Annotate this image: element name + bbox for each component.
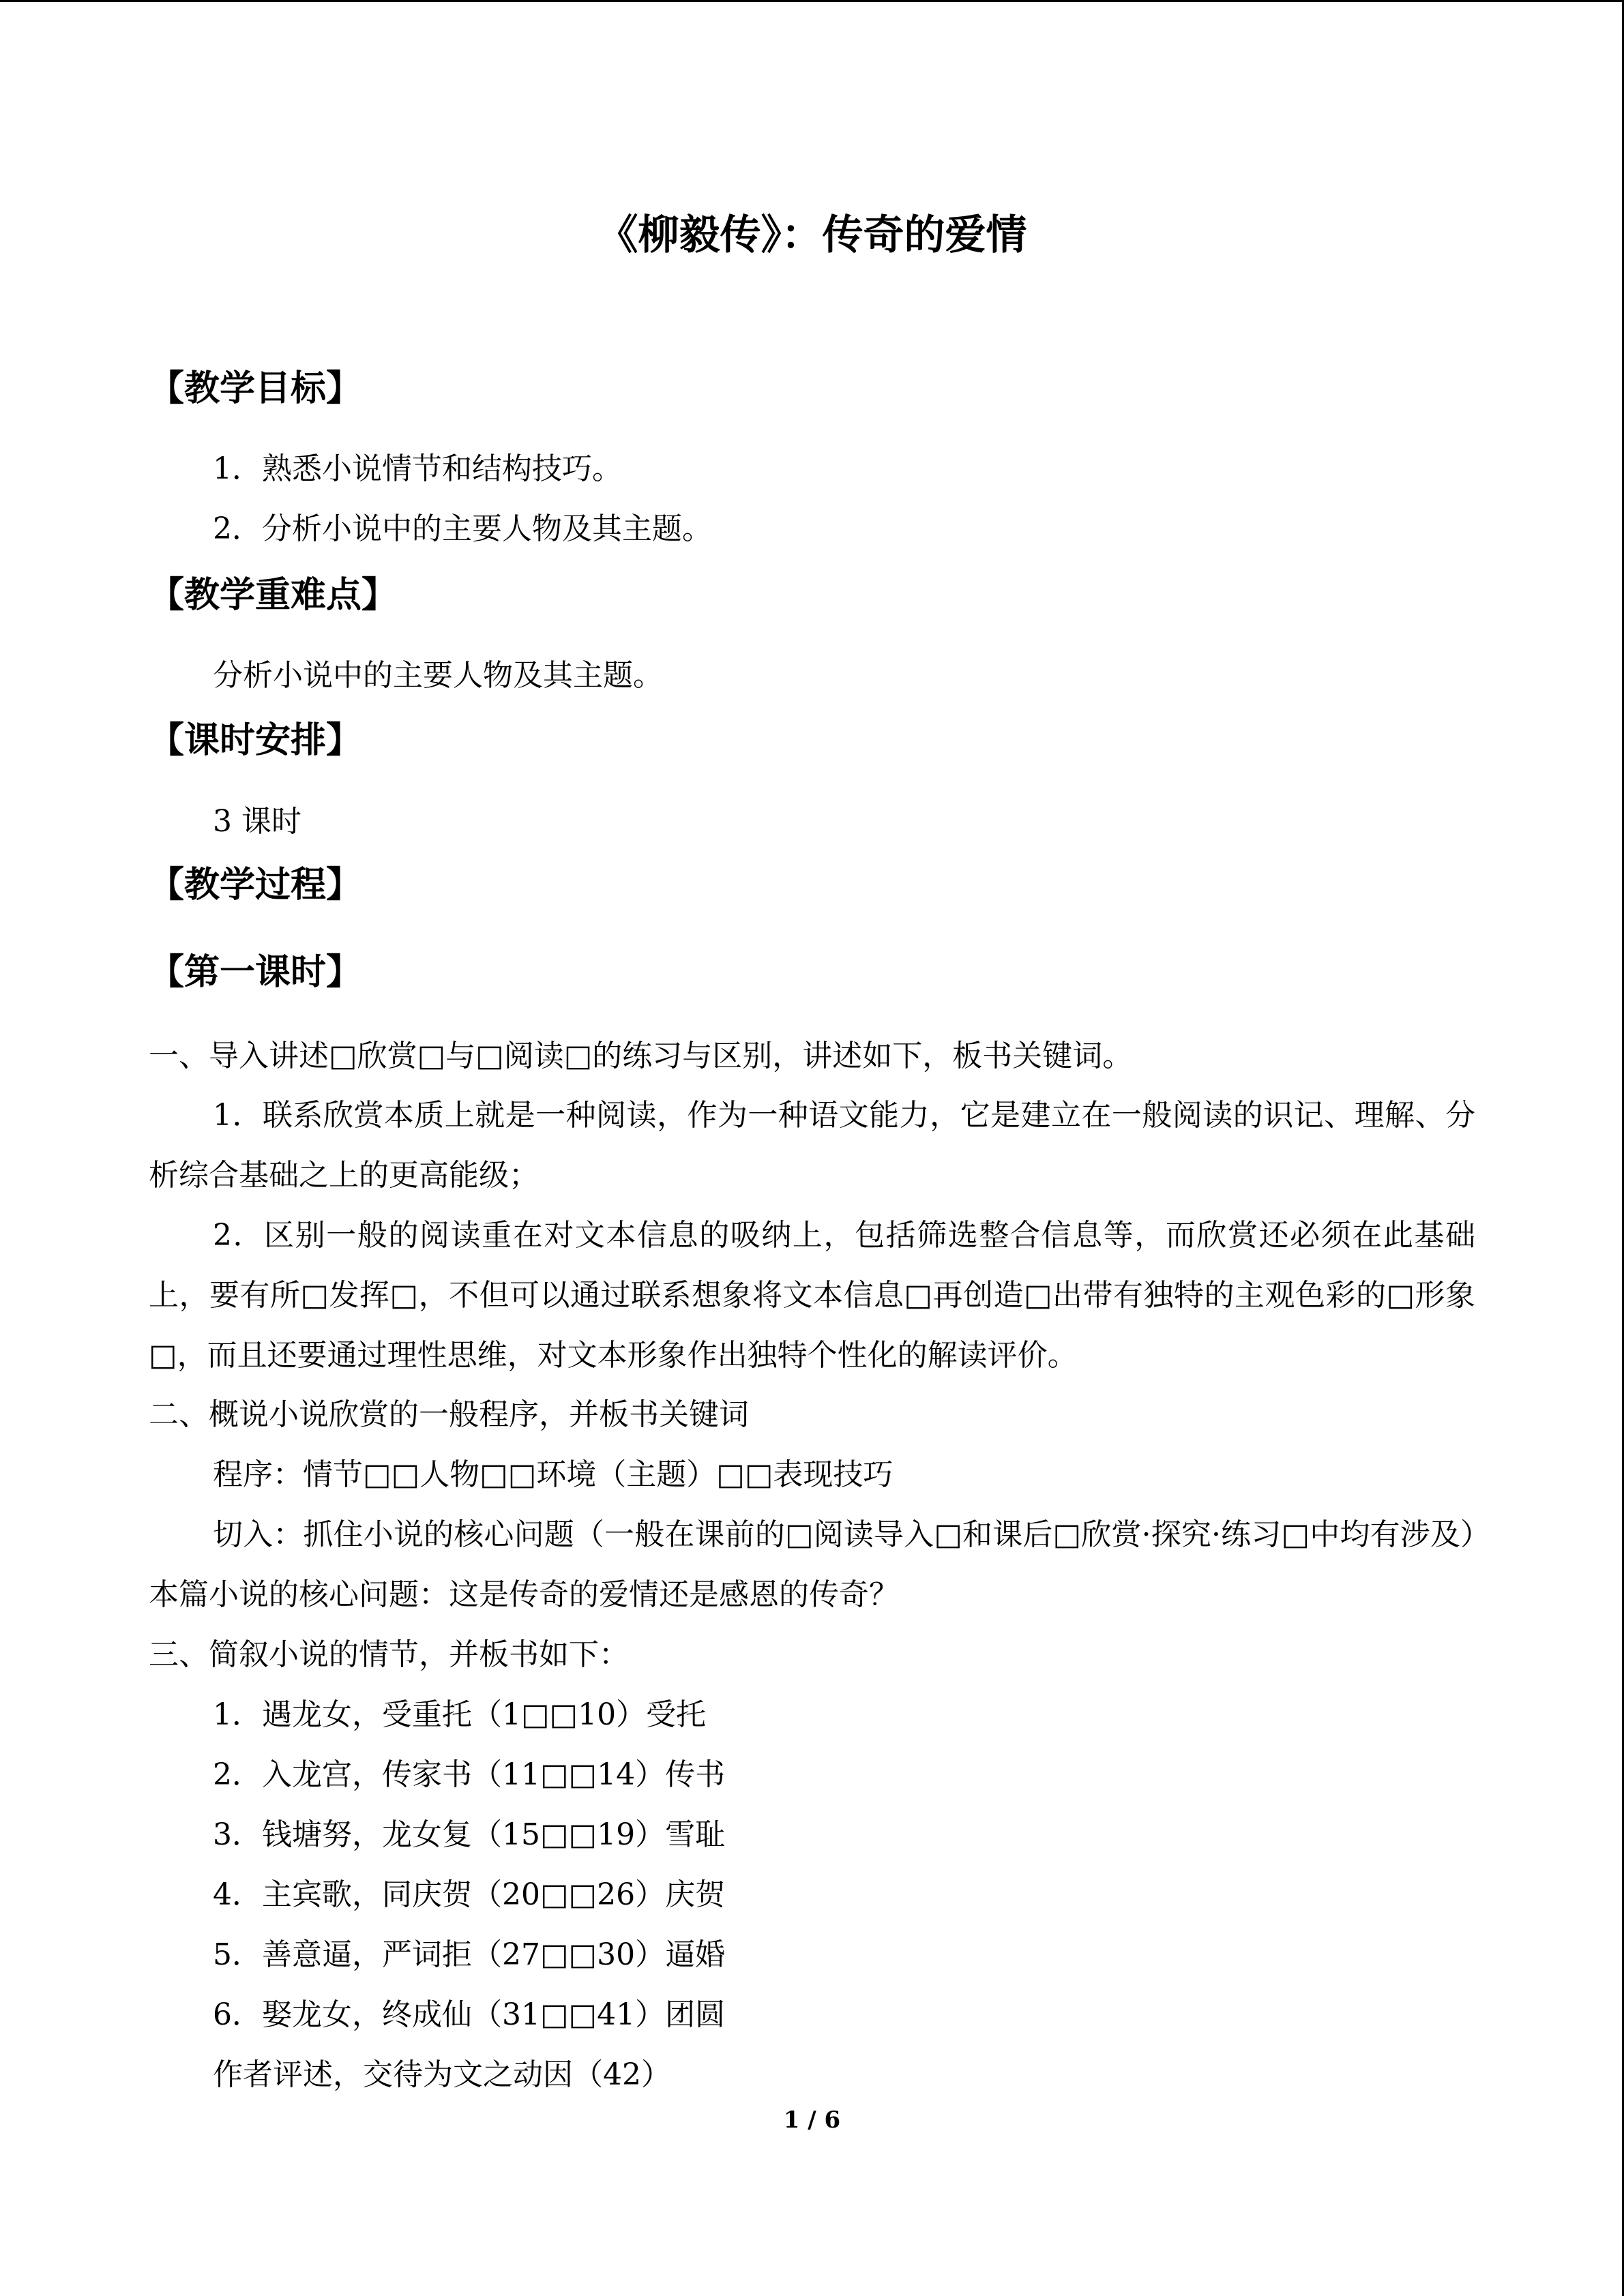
plot-item-5: 5．善意逼，严词拒（27□□30）逼婚 <box>213 1937 726 1972</box>
plot-item-4: 4．主宾歌，同庆贺（20□□26）庆贺 <box>213 1877 726 1912</box>
part1-title: 一、导入讲述□欣赏□与□阅读□的练习与区别，讲述如下，板书关键词。 <box>149 1039 1133 1073</box>
heading-key-points: 【教学重难点】 <box>149 574 398 616</box>
heading-process: 【教学过程】 <box>149 864 362 906</box>
plot-closing: 作者评述，交待为文之动因（42） <box>213 2057 671 2092</box>
document-title: 《柳毅传》：传奇的爱情 <box>597 211 1027 259</box>
plot-item-1: 1．遇龙女，受重托（1□□10）受托 <box>213 1697 707 1732</box>
heading-lesson-1: 【第一课时】 <box>149 951 362 993</box>
page-border-top <box>0 0 1624 2</box>
key-points-text: 分析小说中的主要人物及其主题。 <box>213 658 663 693</box>
heading-objectives: 【教学目标】 <box>149 368 362 409</box>
part1-paragraph-2: 2．区别一般的阅读重在对文本信息的吸纳上，包括筛选整合信息等，而欣赏还必须在此基础上，要有所□发挥□，不但可以通过联系想象将文本信息□再创造□出带有独特的主观色彩的□形象□，而且还要通过理性思维，对文本形象作出独特个性化的解读评价。 <box>149 1218 1475 1373</box>
plot-item-3: 3．钱塘努，龙女复（15□□19）雪耻 <box>213 1817 726 1852</box>
objective-item-1: 1．熟悉小说情节和结构技巧。 <box>213 451 622 486</box>
plot-item-2: 2．入龙宫，传家书（11□□14）传书 <box>213 1757 726 1792</box>
part2-title: 二、概说小说欣赏的一般程序，并板书关键词 <box>149 1397 749 1432</box>
part2-entry: 切入：抓住小说的核心问题（一般在课前的□阅读导入□和课后□欣赏·探究·练习□中均有涉及）本篇小说的核心问题：这是传奇的爱情还是感恩的传奇？ <box>149 1517 1475 1612</box>
part1-paragraph-1: 1．联系欣赏本质上就是一种阅读，作为一种语文能力，它是建立在一般阅读的识记、理解、分析综合基础之上的更高能级； <box>149 1098 1475 1193</box>
plot-item-6: 6．娶龙女，终成仙（31□□41）团圆 <box>213 1997 726 2032</box>
schedule-text: 3 课时 <box>213 804 301 839</box>
objective-item-2: 2．分析小说中的主要人物及其主题。 <box>213 511 712 546</box>
part2-procedure: 程序：情节□□人物□□环境（主题）□□表现技巧 <box>213 1457 894 1492</box>
heading-schedule: 【课时安排】 <box>149 719 362 761</box>
part3-title: 三、简叙小说的情节，并板书如下： <box>149 1637 629 1672</box>
page-number: 1 / 6 <box>783 2106 841 2134</box>
